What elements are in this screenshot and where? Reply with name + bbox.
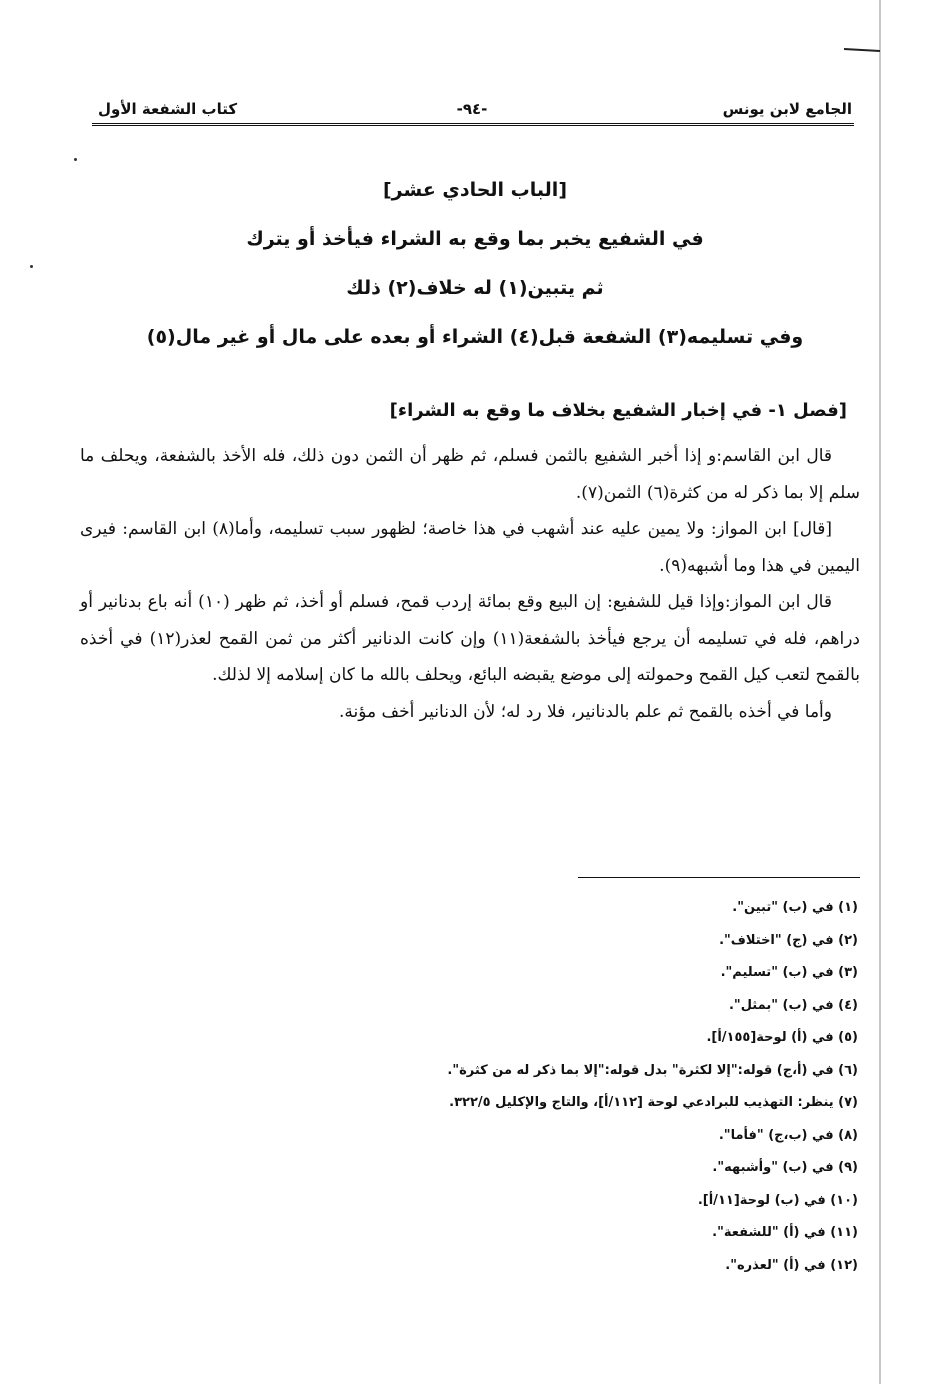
paragraph: وأما في أخذه بالقمح ثم علم بالدنانير، فلا رد له؛ لأن الدنانير أخف مؤنة.: [339, 701, 832, 722]
section-heading: [فصل ١- في إخبار الشفيع بخلاف ما وقع به الشراء]: [389, 400, 847, 421]
title-line: في الشفيع يخبر بما وقع به الشراء فيأخذ أو يترك: [246, 228, 704, 250]
chapter-title-block: [100, 166, 850, 362]
footnote: (٢) في (ج) "اختلاف".: [719, 932, 858, 948]
header-chapter-title: كتاب الشفعة الأول: [98, 100, 238, 118]
scan-speck: [74, 158, 77, 161]
scan-speck: [30, 265, 33, 268]
footnote: (١٠) في (ب) لوحة[١١/أ].: [697, 1192, 858, 1208]
footnote-separator: [578, 877, 860, 878]
header-rule: [92, 123, 854, 126]
body-text: [80, 438, 860, 730]
paragraph: [قال] ابن المواز: ولا يمين عليه عند أشهب في هذا خاصة؛ لظهور سبب تسليمه، وأما(٨) ابن القاسم: فيرى اليمين في هذا وما أشبهه(٩).: [80, 519, 860, 576]
footnote: (٩) في (ب) "وأشبهه".: [712, 1160, 858, 1175]
title-line: [الباب الحادي عشر]: [383, 179, 567, 201]
header-book-title: الجامع لابن يونس: [722, 100, 852, 118]
footnotes: [300, 892, 858, 1282]
edge-scan-mark: [844, 48, 880, 52]
title-line: وفي تسليمه(٣) الشفعة قبل(٤) الشراء أو بعده على مال أو غير مال(٥): [146, 326, 804, 348]
title-line: ثم يتبين(١) له خلاف(٢) ذلك: [346, 277, 604, 299]
footnote: (٤) في (ب) "بمثل".: [728, 997, 858, 1013]
footnote: (١٢) في (أ) "لعذره".: [725, 1257, 858, 1273]
footnote: (١١) في (أ) "للشفعة".: [712, 1225, 858, 1240]
running-header: [92, 96, 852, 122]
footnote: (١) في (ب) "تبين".: [732, 900, 858, 915]
header-page-number: -٩٤-: [456, 100, 488, 118]
footnote: (٨) في (ب،ج) "فأما".: [718, 1127, 858, 1143]
footnote: (٥) في (أ) لوحة[١٥٥/أ].: [706, 1030, 858, 1045]
footnote: (٧) ينظر: التهذيب للبرادعي لوحة [١١٢/أ]، والتاج والإكليل ٣٢٢/٥.: [449, 1095, 858, 1110]
paragraph: قال ابن المواز:وإذا قيل للشفيع: إن البيع وقع بمائة إردب قمح، فسلم أو أخذ، ثم ظهر (١٠) أنه باع بدنانير أو دراهم، فله في تسليمه أن يرجع فيأخذ بالشفعة(١١) وإن كانت الدنانير أكثر من ثمن القمح لعذر(١٢) في أخذه بالقمح لتعب كيل القمح وحمولته إلى موضع يقبضه البائع، ويحلف بالله ما كان إسلامه إلا لذلك.: [80, 592, 861, 685]
footnote: (٦) في (أ،ج) قوله:"إلا لكثرة" بدل قوله:"إلا بما ذكر له من كثرة".: [447, 1062, 858, 1078]
footnote: (٣) في (ب) "تسليم".: [720, 965, 858, 980]
page-edge-line: [879, 0, 881, 1384]
paragraph: قال ابن القاسم:و إذا أخبر الشفيع بالثمن فسلم، ثم ظهر أن الثمن دون ذلك، فله الأخذ بالشفعة، ويحلف ما سلم إلا بما ذكر له من كثرة(٦) الثمن(٧).: [80, 446, 860, 503]
